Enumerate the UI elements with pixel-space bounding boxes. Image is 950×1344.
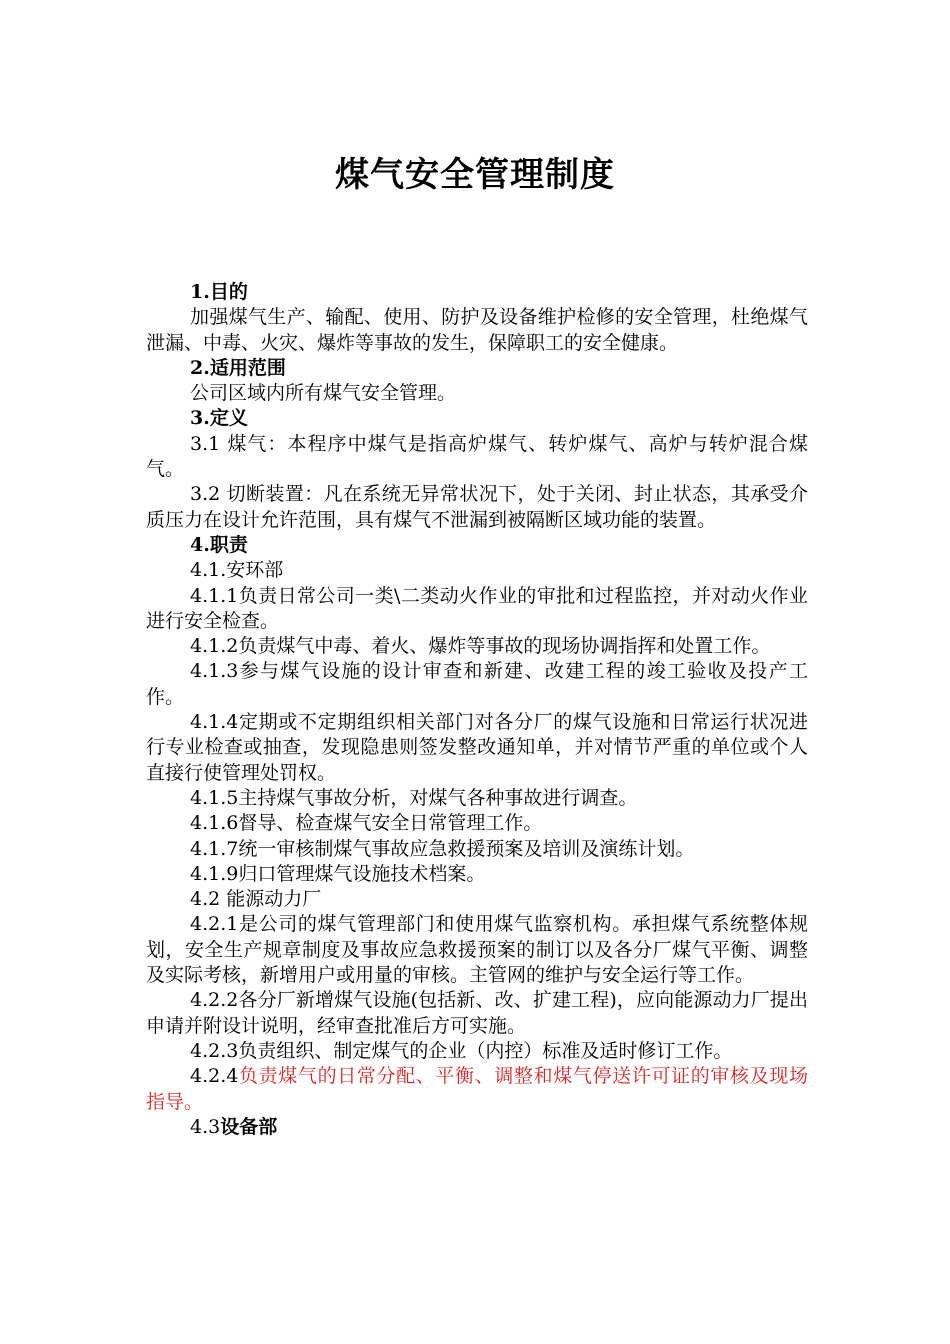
heading-scope: 2.适用范围 — [190, 356, 286, 379]
paragraph-4-3 — [146, 1115, 808, 1140]
paragraph-4-3-heading: 设备部 — [220, 1115, 278, 1138]
paragraph-purpose: 加强煤气生产、输配、使用、防护及设备维护检修的安全管理，杜绝煤气泄漏、中毒、火灾、爆炸等事故的发生，保障职工的安全健康。 — [146, 306, 808, 354]
paragraph-4-2-3: 4.2.3负责组织、制定煤气的企业（内控）标准及适时修订工作。 — [190, 1039, 733, 1062]
paragraph-4-2: 4.2 能源动力厂 — [190, 888, 322, 911]
paragraph-4-1-5: 4.1.5主持煤气事故分析，对煤气各种事故进行调查。 — [190, 786, 638, 809]
paragraph-4-1-6: 4.1.6督导、检查煤气安全日常管理工作。 — [190, 812, 543, 835]
paragraph-3-2: 3.2 切断装置：凡在系统无异常状况下，处于关闭、封止状态，其承受介质压力在设计允许范围，具有煤气不泄漏到被隔断区域功能的装置。 — [146, 483, 808, 531]
heading-responsibilities: 4.职责 — [190, 533, 248, 556]
paragraph-4-1-7: 4.1.7统一审核制煤气事故应急救援预案及培训及演练计划。 — [190, 837, 695, 860]
paragraph-4-3-number: 4.3 — [190, 1115, 221, 1138]
heading-definitions: 3.定义 — [190, 407, 248, 430]
paragraph-4-2-4-highlighted-text: 负责煤气的日常分配、平衡、调整和煤气停送许可证的审核及现场指导。 — [146, 1065, 808, 1113]
paragraph-3-1: 3.1 煤气：本程序中煤气是指高炉煤气、转炉煤气、高炉与转炉混合煤气。 — [146, 432, 808, 481]
paragraph-4-1-9: 4.1.9归口管理煤气设施技术档案。 — [190, 862, 486, 885]
paragraph-4-2-2: 4.2.2各分厂新增煤气设施(包括新、改、扩建工程)，应向能源动力厂提出申请并附设计说明，经审查批准后方可实施。 — [146, 989, 808, 1037]
paragraph-4-1: 4.1.安环部 — [190, 559, 284, 582]
paragraph-4-2-4-number: 4.2.4 — [190, 1065, 239, 1088]
paragraph-4-1-3: 4.1.3参与煤气设施的设计审查和新建、改建工程的竣工验收及投产工作。 — [146, 660, 808, 708]
paragraph-4-2-1: 4.2.1是公司的煤气管理部门和使用煤气监察机构。承担煤气系统整体规划，安全生产规章制度及事故应急救援预案的制订以及各分厂煤气平衡、调整及实际考核，新增用户或用量的审核。主管网的维护与安全运行等工作。 — [146, 913, 808, 987]
heading-purpose: 1.目的 — [190, 281, 248, 303]
paragraph-4-2-4 — [146, 1064, 808, 1115]
paragraph-scope: 公司区域内所有煤气安全管理。 — [190, 382, 457, 405]
paragraph-4-1-2: 4.1.2负责煤气中毒、着火、爆炸等事故的现场协调指挥和处置工作。 — [190, 635, 771, 658]
page-title: 煤气安全管理制度 — [335, 155, 615, 195]
document-body — [146, 280, 808, 1140]
paragraph-4-1-4: 4.1.4定期或不定期组织相关部门对各分厂的煤气设施和日常运行状况进行专业检查或抽查，发现隐患则签发整改通知单，并对情节严重的单位或个人直接行使管理处罚权。 — [146, 711, 808, 784]
paragraph-4-1-1: 4.1.1负责日常公司一类\二类动火作业的审批和过程监控，并对动火作业进行安全检查。 — [146, 584, 808, 632]
